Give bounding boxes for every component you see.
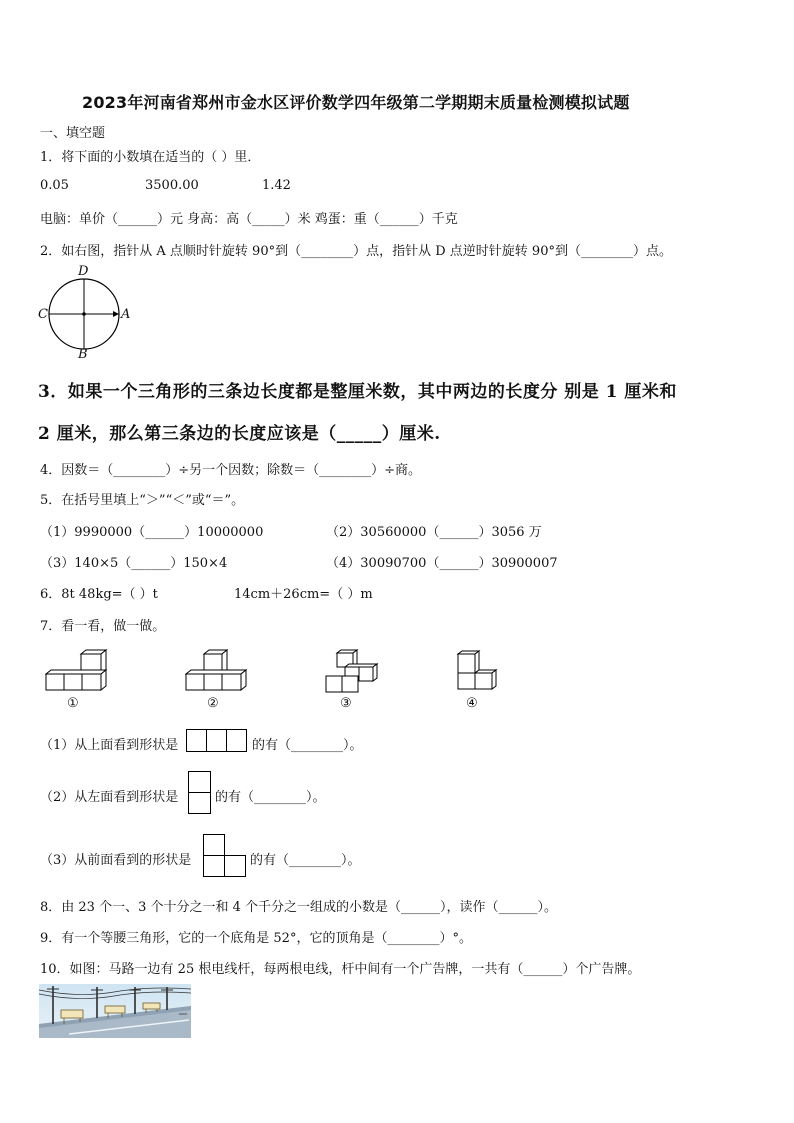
left-view-shape: [188, 771, 212, 815]
q7-sub-2-suffix: 的有（________）。: [215, 790, 326, 805]
q7-sub-3-suffix: 的有（________）。: [250, 853, 361, 868]
label-d: D: [78, 264, 89, 279]
question-7: 7．看一看，做一做。: [40, 619, 166, 634]
q6-left-text: 8t 48kg=（ ）t: [61, 587, 158, 602]
q5-item-4: （4）30090700（______）30900007: [326, 556, 558, 571]
cube-figure-4: [456, 652, 500, 694]
question-3-line-1: 3．如果一个三角形的三条边长度都是整厘米数，其中两边的长度分 别是 1 厘米和: [38, 382, 677, 402]
street-illustration: [39, 984, 191, 1038]
question-4: 4．因数＝（________）÷另一个因数；除数＝（________）÷商。: [40, 463, 422, 478]
q7-sub-1-suffix: 的有（________）。: [252, 738, 363, 753]
label-c: C: [38, 307, 48, 322]
question-1: 1．将下面的小数填在适当的（ ）里．: [40, 150, 261, 165]
question-8: 8．由 23 个一、3 个十分之一和 4 个千分之一组成的小数是（______），读作（______）。: [40, 900, 558, 915]
question-6-right: 14cm＋26cm=（ ）m: [234, 587, 373, 602]
section-heading: 一、填空题: [40, 126, 106, 141]
cube-figure-1: [45, 652, 107, 694]
cube-figure-3: [325, 650, 377, 694]
q5-item-2: （2）30560000（______）3056 万: [326, 525, 542, 540]
q5-item-1: （1）9990000（______）10000000: [40, 525, 264, 540]
label-b: B: [78, 347, 88, 362]
figure-label-3: ③: [340, 696, 352, 711]
q1-number-3: 1.42: [262, 178, 291, 193]
top-view-shape: [186, 729, 248, 753]
q1-number-2: 3500.00: [145, 178, 199, 193]
question-9: 9．有一个等腰三角形，它的一个底角是 52°，它的顶角是（________）°。: [40, 931, 472, 946]
figure-label-1: ①: [67, 696, 79, 711]
question-5: 5．在括号里填上“＞”“＜”或“＝”。: [40, 493, 245, 508]
cube-figure-2: [185, 652, 247, 694]
question-10: 10．如图：马路一边有 25 根电线杆，每两根电线，杆中间有一个广告牌，一共有（______）个广告牌。: [40, 962, 641, 977]
q7-sub-2-prefix: （2）从左面看到形状是: [40, 790, 179, 805]
page-title: 2023年河南省郑州市金水区评价数学四年级第二学期期末质量检测模拟试题: [82, 93, 630, 112]
q1-number-1: 0.05: [40, 178, 69, 193]
question-3-line-2: 2 厘米，那么第三条边的长度应该是（_____）厘米.: [38, 424, 441, 444]
q7-sub-3-prefix: （3）从前面看到的形状是: [40, 853, 192, 868]
question-2: 2．如右图，指针从 A 点顺时针旋转 90°到（________）点，指针从 D 点逆时针旋转 90°到（________）点。: [40, 244, 672, 259]
q5-item-3: （3）140×5（______）150×4: [40, 556, 228, 571]
q7-sub-1-prefix: （1）从上面看到形状是: [40, 738, 179, 753]
question-6-left: 6．8t 48kg=（ ）t: [40, 587, 158, 602]
figure-label-2: ②: [207, 696, 219, 711]
q1-fill-line: 电脑：单价（______）元 身高：高（_____）米 鸡蛋：重（______）千克: [40, 212, 458, 227]
figure-label-4: ④: [466, 696, 478, 711]
front-view-shape: [203, 834, 247, 878]
label-a: A: [121, 307, 131, 322]
